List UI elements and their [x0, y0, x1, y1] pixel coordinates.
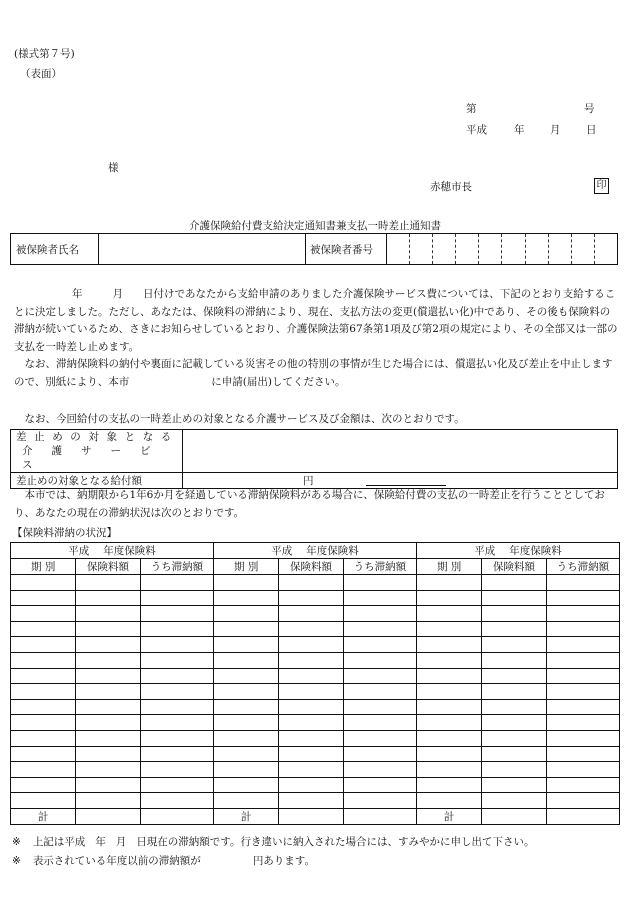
- arrears-cell[interactable]: [416, 715, 481, 731]
- digit-box: [548, 234, 571, 264]
- arrears-cell[interactable]: [140, 621, 213, 637]
- arrears-cell[interactable]: [546, 777, 619, 793]
- table-row: [11, 637, 620, 653]
- arrears-cell[interactable]: [416, 621, 481, 637]
- total-label: 計: [213, 808, 278, 824]
- digit-box: [525, 234, 548, 264]
- arrears-cell[interactable]: [546, 637, 619, 653]
- table-row: [11, 590, 620, 606]
- col-period: 期 別: [416, 559, 481, 575]
- arrears-cell[interactable]: [11, 637, 76, 653]
- arrears-cell[interactable]: [343, 793, 416, 809]
- arrears-cell[interactable]: [140, 762, 213, 778]
- date-month: 月: [550, 124, 561, 136]
- paragraph-cancel: なお、滞納保険料の納付や裏面に記載している災害その他の特別の事情が生じた場合には、償還払い化及び差止を中止しますので、別紙により、本市 に申請(届出)してください。: [14, 358, 613, 388]
- arrears-cell[interactable]: [482, 606, 546, 622]
- arrears-cell[interactable]: [482, 684, 546, 700]
- table-row: [11, 668, 620, 684]
- arrears-cell[interactable]: [279, 746, 343, 762]
- document-title: 介護保険給付費支給決定通知書兼支払一時差止通知書: [189, 220, 441, 232]
- arrears-cell[interactable]: [482, 575, 546, 591]
- arrears-cell[interactable]: [11, 606, 76, 622]
- arrears-cell[interactable]: [546, 668, 619, 684]
- arrears-cell[interactable]: [213, 637, 278, 653]
- digit-box: [455, 234, 478, 264]
- col-arrears: うち滞納額: [343, 559, 416, 575]
- arrears-cell[interactable]: [213, 590, 278, 606]
- arrears-cell[interactable]: [343, 762, 416, 778]
- arrears-cell[interactable]: [213, 793, 278, 809]
- arrears-group-3: 平成 年度保険料: [416, 543, 619, 559]
- arrears-group-2: 平成 年度保険料: [213, 543, 416, 559]
- arrears-cell[interactable]: [76, 746, 140, 762]
- table-row: [11, 606, 620, 622]
- arrears-cell[interactable]: [11, 730, 76, 746]
- arrears-cell[interactable]: [11, 699, 76, 715]
- arrears-cell[interactable]: [140, 637, 213, 653]
- arrears-cell[interactable]: [416, 684, 481, 700]
- col-arrears: うち滞納額: [140, 559, 213, 575]
- table-row: [11, 684, 620, 700]
- arrears-cell[interactable]: [279, 652, 343, 668]
- arrears-cell[interactable]: [482, 699, 546, 715]
- service-field[interactable]: [183, 430, 618, 473]
- arrears-cell[interactable]: [482, 762, 546, 778]
- arrears-cell[interactable]: [11, 715, 76, 731]
- arrears-cell[interactable]: [11, 590, 76, 606]
- arrears-cell[interactable]: [279, 730, 343, 746]
- arrears-cell[interactable]: [343, 730, 416, 746]
- digit-box: [432, 234, 455, 264]
- arrears-cell[interactable]: [546, 606, 619, 622]
- arrears-cell[interactable]: [140, 590, 213, 606]
- arrears-cell[interactable]: [76, 684, 140, 700]
- arrears-cell[interactable]: [279, 699, 343, 715]
- body-paragraphs: [14, 286, 620, 391]
- arrears-cell[interactable]: [546, 652, 619, 668]
- table-row: [11, 746, 620, 762]
- arrears-cell[interactable]: [11, 762, 76, 778]
- arrears-cell[interactable]: [11, 746, 76, 762]
- arrears-cell[interactable]: [11, 793, 76, 809]
- col-premium: 保険料額: [482, 559, 546, 575]
- arrears-cell[interactable]: [482, 793, 546, 809]
- amount-label: 差止めの対象となる給付額: [11, 473, 183, 489]
- arrears-cell[interactable]: [279, 575, 343, 591]
- footnote-1: ※ 上記は平成 年 月 日現在の滞納額です。行き違いに納入された場合には、すみやかに申し出て下さい。: [12, 836, 535, 848]
- arrears-cell[interactable]: [140, 699, 213, 715]
- arrears-cell[interactable]: [140, 777, 213, 793]
- arrears-cell[interactable]: [279, 777, 343, 793]
- arrears-cell[interactable]: [416, 746, 481, 762]
- digit-box: [387, 234, 409, 264]
- total-label: 計: [416, 808, 481, 824]
- arrears-cell[interactable]: [76, 793, 140, 809]
- arrears-cell[interactable]: [416, 575, 481, 591]
- arrears-cell[interactable]: [546, 684, 619, 700]
- arrears-cell[interactable]: [279, 715, 343, 731]
- arrears-cell[interactable]: [416, 637, 481, 653]
- col-arrears: うち滞納額: [546, 559, 619, 575]
- form-number: (様式第７号): [14, 48, 75, 60]
- digit-box: [501, 234, 524, 264]
- arrears-cell[interactable]: [279, 606, 343, 622]
- doc-number-prefix: 第: [466, 103, 477, 115]
- arrears-cell[interactable]: [343, 684, 416, 700]
- arrears-cell[interactable]: [482, 621, 546, 637]
- arrears-cell[interactable]: [343, 652, 416, 668]
- arrears-cell[interactable]: [546, 746, 619, 762]
- arrears-cell[interactable]: [76, 621, 140, 637]
- arrears-table: [10, 542, 620, 825]
- arrears-cell[interactable]: [279, 668, 343, 684]
- arrears-cell[interactable]: [546, 590, 619, 606]
- arrears-group-1: 平成 年度保険料: [11, 543, 214, 559]
- digit-box: [594, 234, 617, 264]
- arrears-cell[interactable]: [482, 652, 546, 668]
- arrears-cell[interactable]: [482, 668, 546, 684]
- arrears-cell[interactable]: [11, 668, 76, 684]
- arrears-cell[interactable]: [140, 684, 213, 700]
- arrears-cell[interactable]: [343, 746, 416, 762]
- digit-box: [571, 234, 594, 264]
- insured-table: [10, 233, 618, 265]
- digit-box: [478, 234, 501, 264]
- date-era: 平成: [466, 124, 487, 136]
- arrears-cell[interactable]: [76, 668, 140, 684]
- amount-field[interactable]: 円: [183, 473, 618, 489]
- arrears-cell[interactable]: [213, 652, 278, 668]
- arrears-cell[interactable]: [76, 699, 140, 715]
- arrears-cell[interactable]: [343, 621, 416, 637]
- form-side: （表面）: [20, 68, 62, 80]
- total-premium[interactable]: [482, 808, 546, 824]
- arrears-cell[interactable]: [76, 762, 140, 778]
- arrears-cell[interactable]: [76, 652, 140, 668]
- date-year: 年: [514, 124, 525, 136]
- arrears-cell[interactable]: [279, 762, 343, 778]
- addressee-suffix: 様: [108, 162, 119, 174]
- arrears-cell[interactable]: [140, 715, 213, 731]
- arrears-cell[interactable]: [76, 730, 140, 746]
- arrears-cell[interactable]: [213, 621, 278, 637]
- arrears-cell[interactable]: [213, 777, 278, 793]
- arrears-cell[interactable]: [482, 746, 546, 762]
- arrears-cell[interactable]: [482, 777, 546, 793]
- arrears-cell[interactable]: [343, 590, 416, 606]
- col-premium: 保険料額: [279, 559, 343, 575]
- insured-name-field[interactable]: [99, 234, 306, 265]
- table-row: [11, 699, 620, 715]
- digit-box: [409, 234, 432, 264]
- arrears-notice: 本市では、納期限から1年6か月を経過している滞納保険料がある場合に、保険給付費の支払の一時差止を行うこととしており、あなたの現在の滞納状況は次のとおりです。: [14, 489, 605, 519]
- arrears-cell[interactable]: [546, 575, 619, 591]
- arrears-cell[interactable]: [416, 652, 481, 668]
- arrears-cell[interactable]: [76, 575, 140, 591]
- arrears-cell[interactable]: [416, 762, 481, 778]
- arrears-cell[interactable]: [140, 606, 213, 622]
- arrears-cell[interactable]: [11, 575, 76, 591]
- arrears-cell[interactable]: [11, 684, 76, 700]
- table-row: [11, 652, 620, 668]
- arrears-cell[interactable]: [140, 730, 213, 746]
- arrears-cell[interactable]: [213, 668, 278, 684]
- total-premium[interactable]: [76, 808, 140, 824]
- doc-number-suffix: 号: [584, 103, 595, 115]
- insured-number-field[interactable]: [387, 234, 618, 265]
- arrears-cell[interactable]: [213, 715, 278, 731]
- arrears-cell[interactable]: [343, 668, 416, 684]
- service-label-cell: 差止めの対象となる 介護サービス: [11, 430, 183, 473]
- arrears-cell[interactable]: [213, 699, 278, 715]
- paragraph-target: なお、今回給付の支払の一時差止めの対象となる介護サービス及び金額は、次のとおりです。: [24, 413, 465, 425]
- arrears-cell[interactable]: [546, 699, 619, 715]
- arrears-cell[interactable]: [140, 793, 213, 809]
- arrears-cell[interactable]: [213, 746, 278, 762]
- arrears-cell[interactable]: [11, 652, 76, 668]
- arrears-cell[interactable]: [482, 590, 546, 606]
- amount-underline: [366, 476, 446, 486]
- paragraph-decision: 年 月 日付けであなたから支給申請のありました介護保険サービス費については、下記のとおり支給することに決定しました。ただし、あなたは、保険料の滞納により、現在、支払方法の変更(償還払い化)中であり、その後も保険料の滞納が続いているため、さきにお知らせしているとおり、介護保険法第67条第1項及び第2項の規定により、その全部又は一部の支払を一時差し止めます。: [14, 288, 618, 353]
- arrears-cell[interactable]: [140, 668, 213, 684]
- arrears-cell[interactable]: [416, 668, 481, 684]
- arrears-cell[interactable]: [213, 606, 278, 622]
- arrears-cell[interactable]: [482, 715, 546, 731]
- arrears-cell[interactable]: [343, 777, 416, 793]
- arrears-cell[interactable]: [279, 637, 343, 653]
- total-arrears[interactable]: [343, 808, 416, 824]
- col-period: 期 別: [11, 559, 76, 575]
- total-arrears[interactable]: [140, 808, 213, 824]
- seal-stamp: 印: [594, 178, 609, 194]
- arrears-cell[interactable]: [343, 715, 416, 731]
- col-premium: 保険料額: [76, 559, 140, 575]
- arrears-cell[interactable]: [140, 575, 213, 591]
- table-row: [11, 777, 620, 793]
- date-day: 日: [586, 124, 597, 136]
- arrears-cell[interactable]: [546, 715, 619, 731]
- arrears-cell[interactable]: [279, 590, 343, 606]
- issuer: 赤穂市長: [430, 181, 472, 193]
- table-row: [11, 575, 620, 591]
- arrears-cell[interactable]: [213, 575, 278, 591]
- arrears-cell[interactable]: [140, 746, 213, 762]
- arrears-cell[interactable]: [76, 777, 140, 793]
- arrears-cell[interactable]: [343, 575, 416, 591]
- table-row: [11, 730, 620, 746]
- table-row: [11, 715, 620, 731]
- table-row: [11, 793, 620, 809]
- arrears-cell[interactable]: [546, 730, 619, 746]
- arrears-cell[interactable]: [279, 793, 343, 809]
- arrears-cell[interactable]: [416, 590, 481, 606]
- arrears-cell[interactable]: [416, 777, 481, 793]
- arrears-heading: 【保険料滞納の状況】: [12, 527, 117, 539]
- insured-name-label: 被保険者氏名: [11, 234, 99, 265]
- arrears-cell[interactable]: [11, 777, 76, 793]
- arrears-cell[interactable]: [213, 730, 278, 746]
- arrears-cell[interactable]: [546, 762, 619, 778]
- arrears-cell[interactable]: [11, 621, 76, 637]
- arrears-cell[interactable]: [416, 730, 481, 746]
- arrears-cell[interactable]: [76, 715, 140, 731]
- arrears-cell[interactable]: [416, 699, 481, 715]
- arrears-cell[interactable]: [343, 699, 416, 715]
- col-period: 期 別: [213, 559, 278, 575]
- insured-number-label: 被保険者番号: [306, 234, 387, 265]
- suspension-table: [10, 429, 618, 489]
- arrears-cell[interactable]: [343, 606, 416, 622]
- arrears-cell[interactable]: [482, 730, 546, 746]
- arrears-cell[interactable]: [343, 637, 416, 653]
- table-row: [11, 621, 620, 637]
- arrears-cell[interactable]: [76, 606, 140, 622]
- arrears-cell[interactable]: [140, 652, 213, 668]
- total-arrears[interactable]: [546, 808, 619, 824]
- arrears-cell[interactable]: [279, 621, 343, 637]
- arrears-cell[interactable]: [76, 590, 140, 606]
- arrears-cell[interactable]: [76, 637, 140, 653]
- arrears-cell[interactable]: [546, 621, 619, 637]
- total-label: 計: [11, 808, 76, 824]
- arrears-cell[interactable]: [546, 793, 619, 809]
- arrears-cell[interactable]: [213, 684, 278, 700]
- footnote-2: ※ 表示されている年度以前の滞納額が 円あります。: [12, 855, 315, 867]
- arrears-cell[interactable]: [482, 637, 546, 653]
- arrears-cell[interactable]: [279, 684, 343, 700]
- table-row: [11, 762, 620, 778]
- arrears-cell[interactable]: [416, 606, 481, 622]
- arrears-cell[interactable]: [213, 762, 278, 778]
- total-premium[interactable]: [279, 808, 343, 824]
- arrears-cell[interactable]: [416, 793, 481, 809]
